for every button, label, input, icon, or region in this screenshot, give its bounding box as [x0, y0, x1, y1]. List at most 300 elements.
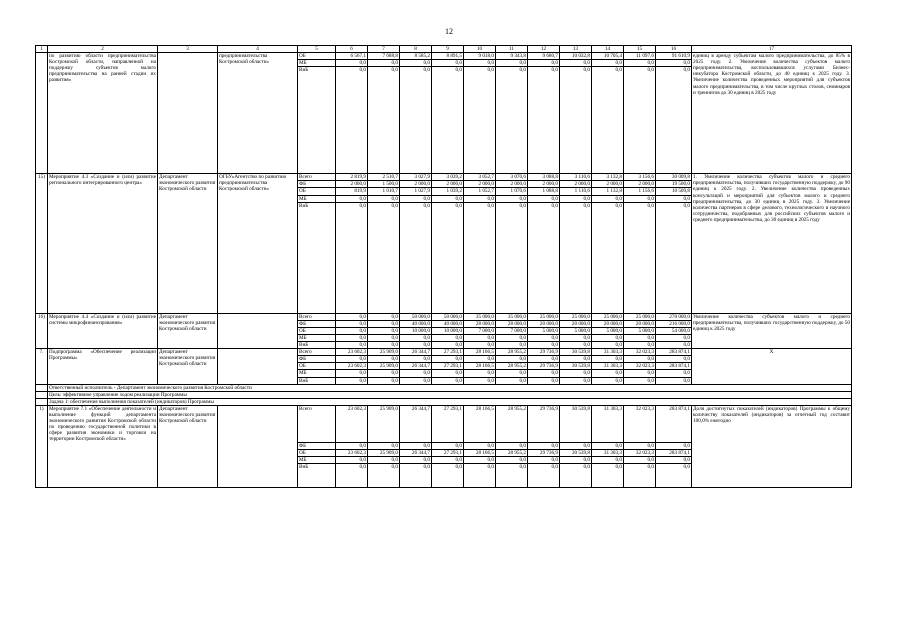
- amount-cell: 0,0: [496, 464, 528, 488]
- amount-cell: 50 000,0: [432, 313, 464, 320]
- amount-cell: 0,0: [528, 202, 560, 313]
- amount-cell: 0,0: [336, 377, 368, 384]
- amount-cell: 0,0: [496, 202, 528, 313]
- amount-cell: 2 000,0: [592, 181, 624, 188]
- amount-cell: 28 955,2: [496, 449, 528, 456]
- amount-cell: 20 000,0: [592, 320, 624, 327]
- funding-source: ОБ: [298, 327, 336, 334]
- amount-cell: 0,0: [528, 195, 560, 202]
- funding-source: МБ: [298, 60, 336, 67]
- amount-cell: 10 509,8: [656, 188, 692, 195]
- amount-cell: 0,0: [464, 202, 496, 313]
- amount-cell: 1 027,9: [400, 188, 432, 195]
- amount-cell: 26 344,7: [400, 449, 432, 456]
- amount-cell: 10 032,8: [560, 53, 592, 60]
- header-cell-15: 15: [624, 46, 656, 53]
- table-row: [36, 174, 852, 181]
- amount-cell: 2 000,0: [432, 181, 464, 188]
- amount-cell: 0,0: [624, 342, 656, 349]
- funding-source: МБ: [298, 195, 336, 202]
- amount-cell: 25 909,0: [368, 363, 400, 370]
- amount-cell: 0,0: [368, 370, 400, 377]
- amount-cell: 0,0: [656, 202, 692, 313]
- amount-cell: 2 000,0: [400, 181, 432, 188]
- amount-cell: 35 000,0: [464, 313, 496, 320]
- funding-source: ВнБ: [298, 464, 336, 488]
- amount-cell: 0,0: [496, 67, 528, 174]
- amount-cell: 40 000,0: [432, 320, 464, 327]
- funding-source: МБ: [298, 457, 336, 464]
- amount-cell: 0,0: [400, 442, 432, 449]
- amount-cell: 32 023,3: [624, 349, 656, 356]
- amount-cell: 0,0: [496, 377, 528, 384]
- amount-cell: 5 000,0: [528, 327, 560, 334]
- amount-cell: 1 088,8: [528, 188, 560, 195]
- amount-cell: 0,0: [656, 334, 692, 341]
- amount-cell: 30 539,8: [560, 349, 592, 356]
- amount-cell: 1 156,6: [624, 188, 656, 195]
- amount-cell: 19 500,0: [656, 181, 692, 188]
- amount-cell: 0,0: [496, 356, 528, 363]
- row-number: 7.: [36, 349, 48, 384]
- amount-cell: 0,0: [400, 370, 432, 377]
- amount-cell: 28 955,2: [496, 349, 528, 356]
- amount-cell: 28 000,0: [496, 320, 528, 327]
- amount-cell: 0,0: [464, 60, 496, 67]
- info-row: [36, 391, 852, 398]
- participant: [218, 405, 298, 487]
- amount-cell: 0,0: [400, 67, 432, 174]
- amount-cell: 0,0: [368, 442, 400, 449]
- funding-source: ОБ: [298, 363, 336, 370]
- info-spacer: [36, 398, 48, 405]
- amount-cell: 2 000,0: [560, 181, 592, 188]
- amount-cell: 3 070,6: [496, 174, 528, 181]
- amount-cell: 20 000,0: [528, 320, 560, 327]
- header-cell-5: 5: [298, 46, 336, 53]
- funding-source: ВнБ: [298, 377, 336, 384]
- amount-cell: 29 736,9: [528, 363, 560, 370]
- header-cell-16: 16: [656, 46, 692, 53]
- amount-cell: 91 610,9: [656, 53, 692, 60]
- amount-cell: 2 510,7: [368, 174, 400, 181]
- amount-cell: 10 000,0: [400, 327, 432, 334]
- funding-source: ФБ: [298, 442, 336, 449]
- amount-cell: 2 000,0: [528, 181, 560, 188]
- amount-cell: 7 000,0: [464, 327, 496, 334]
- responsible-executor: Департамент экономического развития Костромской области: [158, 313, 218, 348]
- funding-source: ФБ: [298, 356, 336, 363]
- table-row: [36, 53, 852, 60]
- amount-cell: 0,0: [336, 356, 368, 363]
- amount-cell: 1 070,6: [496, 188, 528, 195]
- amount-cell: 0,0: [464, 370, 496, 377]
- amount-cell: 0,0: [464, 342, 496, 349]
- funding-source: ФБ: [298, 320, 336, 327]
- amount-cell: 7 688,8: [368, 53, 400, 60]
- amount-cell: 0,0: [656, 356, 692, 363]
- amount-cell: 0,0: [400, 202, 432, 313]
- amount-cell: 0,0: [464, 464, 496, 488]
- amount-cell: 26 344,7: [400, 349, 432, 356]
- amount-cell: 0,0: [336, 313, 368, 320]
- funding-source: Всего: [298, 174, 336, 181]
- header-cell-13: 13: [560, 46, 592, 53]
- expected-result: 1. Увеличение количества субъектов малого и среднего предпринимательства, получивших государственную поддержку, до 90 единиц к 2025 году. 2. Увеличение количества проведенных консультаций и мероприятий для субъектов малого и среднего предпринимательства, до 30 единиц в 2025 году. 3. Увеличение количества партнеров в сфере делового, технологического и научного сотрудничества, подобранных для российских субъектов малого и среднего предпринимательства, до 30 единиц в 2025 году: [692, 174, 852, 313]
- amount-cell: 0,0: [400, 377, 432, 384]
- amount-cell: 0,0: [624, 377, 656, 384]
- amount-cell: 0,0: [656, 342, 692, 349]
- amount-cell: 0,0: [368, 464, 400, 488]
- amount-cell: 1 039,2: [432, 188, 464, 195]
- amount-cell: 0,0: [528, 464, 560, 488]
- amount-cell: 0,0: [400, 464, 432, 488]
- amount-cell: 0,0: [560, 202, 592, 313]
- amount-cell: 32 023,3: [624, 405, 656, 442]
- amount-cell: 20 000,0: [560, 320, 592, 327]
- amount-cell: 0,0: [496, 457, 528, 464]
- amount-cell: 0,0: [464, 195, 496, 202]
- amount-cell: 0,0: [624, 457, 656, 464]
- row-number: [36, 53, 48, 174]
- amount-cell: 0,0: [432, 377, 464, 384]
- amount-cell: 0,0: [336, 334, 368, 341]
- funding-source: ФБ: [298, 181, 336, 188]
- amount-cell: 0,0: [432, 67, 464, 174]
- amount-cell: 0,0: [336, 327, 368, 334]
- funding-source: Всего: [298, 313, 336, 320]
- amount-cell: 0,0: [496, 60, 528, 67]
- header-cell-9: 9: [432, 46, 464, 53]
- funding-source: ВнБ: [298, 202, 336, 313]
- amount-cell: 30 009,8: [656, 174, 692, 181]
- amount-cell: 23 602,3: [336, 363, 368, 370]
- amount-cell: 0,0: [400, 457, 432, 464]
- info-row: [36, 398, 852, 405]
- measure-name: по развитию области предпринимательства Костромской области, направленной на поддержку субъектов малого предпринимательства на ранней стадии их развития»: [48, 53, 158, 174]
- amount-cell: 0,0: [624, 370, 656, 377]
- amount-cell: 0,0: [528, 457, 560, 464]
- amount-cell: 27 293,1: [432, 349, 464, 356]
- expected-result: единиц в аренду субъектам малого предпринимательства, до 85% в 2025 году. 2. Увеличение количества субъектов малого предпринимательства, воспользовавшихся услугами Бизнес-инкубатора Костромской области, до 40 единиц к 2025 году. 3. Увеличение количества проведенных мероприятий для субъектов малого предпринимательства, в том числе круглых столов, семинаров и тренингов до 30 единиц в 2025 году: [692, 53, 852, 174]
- responsible-executor: Департамент экономического развития Костромской области: [158, 405, 218, 487]
- amount-cell: 32 023,3: [624, 363, 656, 370]
- amount-cell: 0,0: [624, 67, 656, 174]
- measure-name: Мероприятие 4.3 «Создание и (или) развитие регионального интегрированного центра»: [48, 174, 158, 313]
- funding-source: Всего: [298, 405, 336, 442]
- amount-cell: 0,0: [656, 60, 692, 67]
- amount-cell: 0,0: [496, 370, 528, 377]
- amount-cell: 0,0: [496, 442, 528, 449]
- amount-cell: 20 000,0: [624, 320, 656, 327]
- info-text: Цель: эффективное управление ходом реализации Программы: [48, 391, 852, 398]
- funding-source: ОБ: [298, 53, 336, 60]
- amount-cell: 0,0: [624, 195, 656, 202]
- info-spacer: [36, 384, 48, 391]
- responsible-executor: [158, 53, 218, 174]
- amount-cell: 0,0: [336, 195, 368, 202]
- amount-cell: 0,0: [368, 313, 400, 320]
- amount-cell: 0,0: [464, 334, 496, 341]
- amount-cell: 9 680,7: [528, 53, 560, 60]
- funding-source: ОБ: [298, 449, 336, 456]
- amount-cell: 0,0: [560, 334, 592, 341]
- amount-cell: 0,0: [336, 320, 368, 327]
- amount-cell: 10 705,4: [592, 53, 624, 60]
- amount-cell: 0,0: [624, 356, 656, 363]
- amount-cell: 0,0: [400, 60, 432, 67]
- amount-cell: 0,0: [496, 342, 528, 349]
- amount-cell: 29 736,9: [528, 349, 560, 356]
- amount-cell: 23 602,3: [336, 405, 368, 442]
- amount-cell: 0,0: [528, 377, 560, 384]
- amount-cell: 5 000,0: [624, 327, 656, 334]
- amount-cell: 2 000,0: [496, 181, 528, 188]
- amount-cell: 28 000,0: [464, 320, 496, 327]
- row-number: 15): [36, 174, 48, 313]
- amount-cell: 0,0: [560, 457, 592, 464]
- amount-cell: 0,0: [528, 342, 560, 349]
- amount-cell: 50 000,0: [400, 313, 432, 320]
- amount-cell: 0,0: [592, 60, 624, 67]
- expected-result: Увеличение количества субъектов малого и среднего предпринимательства, получивших государственную поддержку, до 50 единиц к 2025 году: [692, 313, 852, 348]
- amount-cell: 0,0: [560, 442, 592, 449]
- amount-cell: 54 000,0: [656, 327, 692, 334]
- header-cell-12: 12: [528, 46, 560, 53]
- amount-cell: 0,0: [368, 67, 400, 174]
- amount-cell: 28 955,2: [496, 405, 528, 442]
- header-cell-10: 10: [464, 46, 496, 53]
- amount-cell: 0,0: [368, 457, 400, 464]
- amount-cell: 2 000,0: [624, 181, 656, 188]
- row-number: 1): [36, 405, 48, 487]
- header-row: [36, 46, 852, 53]
- amount-cell: 0,0: [592, 370, 624, 377]
- amount-cell: 283 874,1: [656, 349, 692, 356]
- header-cell-8: 8: [400, 46, 432, 53]
- amount-cell: 3 052,7: [464, 174, 496, 181]
- amount-cell: 40 000,0: [400, 320, 432, 327]
- amount-cell: 283 874,1: [656, 449, 692, 456]
- amount-cell: 0,0: [368, 60, 400, 67]
- amount-cell: 0,0: [336, 342, 368, 349]
- table-row: [36, 349, 852, 356]
- participant: [218, 313, 298, 348]
- amount-cell: 0,0: [432, 195, 464, 202]
- amount-cell: 0,0: [592, 377, 624, 384]
- amount-cell: 0,0: [624, 60, 656, 67]
- amount-cell: 0,0: [560, 377, 592, 384]
- funding-source: МБ: [298, 370, 336, 377]
- amount-cell: 28 166,5: [464, 349, 496, 356]
- amount-cell: 35 000,0: [496, 313, 528, 320]
- amount-cell: 0,0: [432, 442, 464, 449]
- amount-cell: 0,0: [336, 60, 368, 67]
- responsible-executor: Департамент экономического развития Костромской области: [158, 174, 218, 313]
- amount-cell: 0,0: [656, 370, 692, 377]
- amount-cell: 27 293,1: [432, 405, 464, 442]
- amount-cell: 25 000,0: [592, 313, 624, 320]
- amount-cell: 27 293,1: [432, 449, 464, 456]
- funding-source: Всего: [298, 349, 336, 356]
- amount-cell: 0,0: [400, 356, 432, 363]
- amount-cell: 0,0: [464, 356, 496, 363]
- amount-cell: 0,0: [624, 202, 656, 313]
- amount-cell: 6 567,1: [336, 53, 368, 60]
- amount-cell: 0,0: [432, 457, 464, 464]
- amount-cell: 0,0: [592, 342, 624, 349]
- amount-cell: 0,0: [464, 442, 496, 449]
- participant: предпринимательства Костромской области»: [218, 53, 298, 174]
- amount-cell: 0,0: [656, 67, 692, 174]
- amount-cell: 0,0: [528, 60, 560, 67]
- header-cell-4: 4: [218, 46, 298, 53]
- header-cell-2: 2: [48, 46, 158, 53]
- amount-cell: 0,0: [368, 377, 400, 384]
- amount-cell: 1 500,0: [368, 181, 400, 188]
- responsible-executor: Департамент экономического развития Костромской области: [158, 349, 218, 384]
- amount-cell: 283 874,1: [656, 405, 692, 442]
- amount-cell: 31 303,3: [592, 363, 624, 370]
- amount-cell: 0,0: [560, 67, 592, 174]
- amount-cell: 10 000,0: [432, 327, 464, 334]
- participant: [218, 349, 298, 384]
- amount-cell: 0,0: [432, 356, 464, 363]
- amount-cell: 0,0: [592, 67, 624, 174]
- amount-cell: 270 000,0: [656, 313, 692, 320]
- funding-source: ВнБ: [298, 342, 336, 349]
- amount-cell: 0,0: [432, 342, 464, 349]
- amount-cell: 0,0: [656, 464, 692, 488]
- measure-name: Подпрограмма «Обеспечение реализации Программы»: [48, 349, 158, 384]
- amount-cell: 0,0: [528, 334, 560, 341]
- info-text: Задача 1: обеспечение выполнения показателей (индикаторов) Программы: [48, 398, 852, 405]
- amount-cell: 0,0: [560, 356, 592, 363]
- amount-cell: 0,0: [336, 202, 368, 313]
- table-row: [36, 313, 852, 320]
- amount-cell: 0,0: [592, 195, 624, 202]
- amount-cell: 0,0: [592, 356, 624, 363]
- amount-cell: 32 023,3: [624, 449, 656, 456]
- amount-cell: 3 156,6: [624, 174, 656, 181]
- amount-cell: 25 909,0: [368, 449, 400, 456]
- amount-cell: 0,0: [592, 442, 624, 449]
- amount-cell: 3 088,8: [528, 174, 560, 181]
- header-cell-7: 7: [368, 46, 400, 53]
- expected-result: Доля достигнутых показателей (индикаторов) Программы к общему количеству показателей (индикаторов) за отчетный год составит 100,0% ежегодно: [692, 405, 852, 487]
- header-cell-6: 6: [336, 46, 368, 53]
- amount-cell: 0,0: [592, 202, 624, 313]
- amount-cell: 0,0: [368, 327, 400, 334]
- amount-cell: 11 097,6: [624, 53, 656, 60]
- amount-cell: 25 000,0: [528, 313, 560, 320]
- amount-cell: 0,0: [336, 457, 368, 464]
- amount-cell: 1 052,7: [464, 188, 496, 195]
- amount-cell: 3 110,6: [560, 174, 592, 181]
- amount-cell: 0,0: [560, 370, 592, 377]
- amount-cell: 0,0: [336, 464, 368, 488]
- amount-cell: 30 539,8: [560, 363, 592, 370]
- amount-cell: 0,0: [368, 320, 400, 327]
- amount-cell: 0,0: [336, 67, 368, 174]
- amount-cell: 0,0: [368, 334, 400, 341]
- amount-cell: 3 132,8: [592, 174, 624, 181]
- amount-cell: 0,0: [496, 195, 528, 202]
- program-table: [35, 45, 852, 488]
- amount-cell: 0,0: [400, 195, 432, 202]
- amount-cell: 0,0: [528, 370, 560, 377]
- amount-cell: 27 293,1: [432, 363, 464, 370]
- funding-source: ОБ: [298, 188, 336, 195]
- amount-cell: 0,0: [528, 442, 560, 449]
- amount-cell: 0,0: [432, 60, 464, 67]
- amount-cell: 1 132,8: [592, 188, 624, 195]
- amount-cell: 0,0: [656, 377, 692, 384]
- header-cell-11: 11: [496, 46, 528, 53]
- amount-cell: 0,0: [464, 67, 496, 174]
- amount-cell: 0,0: [656, 442, 692, 449]
- amount-cell: 0,0: [656, 195, 692, 202]
- amount-cell: 1 110,6: [560, 188, 592, 195]
- info-spacer: [36, 391, 48, 398]
- amount-cell: 0,0: [528, 356, 560, 363]
- amount-cell: 30 539,8: [560, 449, 592, 456]
- amount-cell: 0,0: [368, 195, 400, 202]
- amount-cell: 819,9: [336, 188, 368, 195]
- amount-cell: 26 344,7: [400, 405, 432, 442]
- amount-cell: 8 585,2: [400, 53, 432, 60]
- amount-cell: 0,0: [432, 334, 464, 341]
- amount-cell: 23 602,3: [336, 349, 368, 356]
- info-row: [36, 384, 852, 391]
- amount-cell: 5 000,0: [560, 327, 592, 334]
- amount-cell: 7 000,0: [496, 327, 528, 334]
- amount-cell: 0,0: [432, 370, 464, 377]
- amount-cell: 0,0: [368, 342, 400, 349]
- amount-cell: 2 819,9: [336, 174, 368, 181]
- amount-cell: 23 602,3: [336, 449, 368, 456]
- expected-result: Х: [692, 349, 852, 384]
- amount-cell: 31 303,3: [592, 449, 624, 456]
- amount-cell: 0,0: [432, 464, 464, 488]
- amount-cell: 0,0: [368, 356, 400, 363]
- amount-cell: 0,0: [336, 442, 368, 449]
- participant: ОГБУ«Агентство по развитию предпринимательства Костромской области»: [218, 174, 298, 313]
- amount-cell: 30 539,8: [560, 405, 592, 442]
- amount-cell: 0,0: [400, 334, 432, 341]
- amount-cell: 31 303,3: [592, 405, 624, 442]
- amount-cell: 29 736,9: [528, 449, 560, 456]
- amount-cell: 25 000,0: [560, 313, 592, 320]
- amount-cell: 28 166,5: [464, 363, 496, 370]
- amount-cell: 8 891,5: [432, 53, 464, 60]
- amount-cell: 0,0: [560, 464, 592, 488]
- amount-cell: 0,0: [528, 67, 560, 174]
- header-cell-14: 14: [592, 46, 624, 53]
- amount-cell: 28 166,5: [464, 405, 496, 442]
- amount-cell: 0,0: [560, 195, 592, 202]
- amount-cell: 0,0: [432, 202, 464, 313]
- amount-cell: 0,0: [368, 202, 400, 313]
- amount-cell: 0,0: [592, 457, 624, 464]
- info-text: Ответственный исполнитель - Департамент экономического развития Костромской области: [48, 384, 852, 391]
- amount-cell: 0,0: [624, 442, 656, 449]
- page-number: 12: [445, 27, 453, 36]
- amount-cell: 9 343,8: [496, 53, 528, 60]
- measure-name: Мероприятие 7.1 «Обеспечение деятельности и выполнение функций департамента экономического развития Костромской области по проведению государственной политики в сфере развития экономики и торговли на территории Костромской области»: [48, 405, 158, 487]
- amount-cell: 5 000,0: [592, 327, 624, 334]
- amount-cell: 26 344,7: [400, 363, 432, 370]
